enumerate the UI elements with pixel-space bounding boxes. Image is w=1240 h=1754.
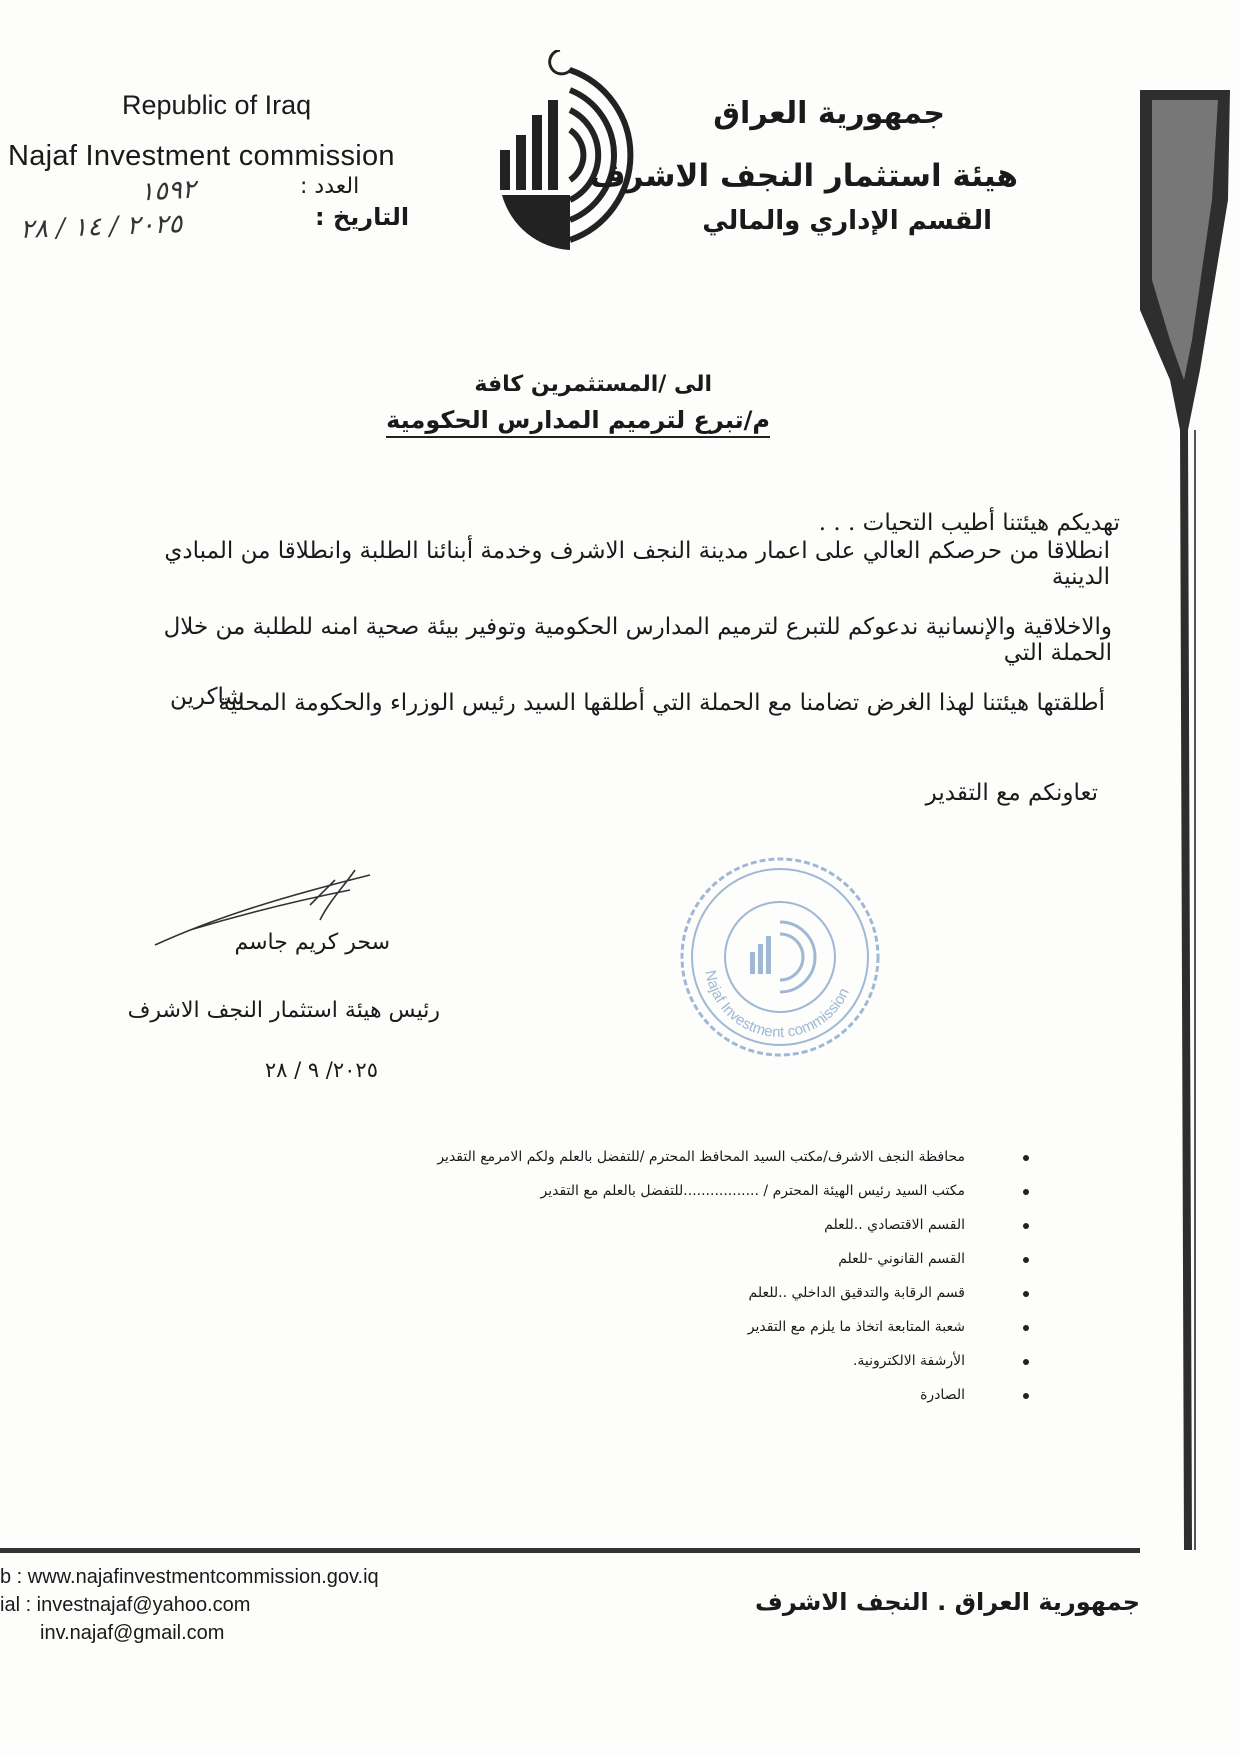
- letter-body-line: والاخلاقية والإنسانية ندعوكم للتبرع لترميم المدارس الحكومية وتوفير بيئة صحية امنه للطلبة من خلال الحملة التي: [163, 614, 1112, 666]
- cc-item: محافظة النجف الاشرف/مكتب السيد المحافظ المحترم /للتفضل بالعلم ولكم الامرمع التقدير: [437, 1140, 965, 1174]
- page-border-decoration: [1100, 80, 1240, 1560]
- subject-line: م/تبرع لترميم المدارس الحكومية: [386, 406, 770, 438]
- cc-item: القسم القانوني -للعلم: [437, 1242, 965, 1276]
- cc-distribution-list: [437, 1140, 965, 1412]
- footer-website: b : www.najafinvestmentcommission.gov.iq: [0, 1566, 379, 1588]
- header-department-ar: القسم الإداري والمالي: [702, 206, 992, 236]
- date-label: التاريخ :: [315, 203, 410, 231]
- cc-item: مكتب السيد رئيس الهيئة المحترم / .................للتفضل بالعلم مع التقدير: [437, 1174, 965, 1208]
- signatory-title: رئيس هيئة استثمار النجف الاشرف: [127, 998, 440, 1023]
- letter-body-line-end: شاكرين: [170, 684, 244, 710]
- letter-body-line: أطلقتها هيئتنا لهذا الغرض تضامنا مع الحملة التي أطلقها السيد رئيس الوزراء والحكومة المحلية: [218, 690, 1105, 716]
- footer-address: جمهورية العراق . النجف الاشرف: [754, 1588, 1140, 1616]
- letter-body-line: انطلاقا من حرصكم العالي على اعمار مدينة النجف الاشرف وخدمة أبنائنا الطلبة وانطلاقا من المبادي الدينية: [164, 538, 1110, 590]
- footer-email-2: inv.najaf@gmail.com: [40, 1622, 225, 1644]
- header-org-en: Najaf Investment commission: [8, 140, 395, 172]
- signatory-name: سحر كريم جاسم: [234, 930, 390, 955]
- cc-item: قسم الرقابة والتدقيق الداخلي ..للعلم: [437, 1276, 965, 1310]
- ref-number-handwritten: ١٥٩٢: [139, 174, 197, 208]
- letter-greeting: تهديكم هيئتنا أطيب التحيات . . .: [818, 510, 1120, 536]
- letter-closing: تعاونكم مع التقدير: [925, 780, 1098, 806]
- cc-item: الأرشفة الالكترونية.: [437, 1344, 965, 1378]
- header-org-ar: هيئة استثمار النجف الاشرف: [589, 158, 1018, 194]
- signature-date: ٢٠٢٥/ ٩ / ٢٨: [264, 1058, 378, 1082]
- date-handwritten: ٢٠٢٥ / ١٤ / ٢٨: [19, 209, 183, 245]
- footer-email-1: ial : investnajaf@yahoo.com: [0, 1594, 251, 1616]
- recipient-line: الى /المستثمرين كافة: [474, 372, 712, 397]
- commission-logo: [490, 50, 650, 250]
- stamp-text: Najaf Investment commission: [701, 968, 853, 1042]
- cc-item: شعبة المتابعة اتخاذ ما يلزم مع التقدير: [437, 1310, 965, 1344]
- header-country-ar: جمهورية العراق: [713, 96, 945, 131]
- header-country-en: Republic of Iraq: [122, 90, 312, 120]
- footer-divider: [0, 1548, 1140, 1553]
- official-stamp: [670, 852, 890, 1062]
- cc-item: الصادرة: [437, 1378, 965, 1412]
- cc-item: القسم الاقتصادي ..للعلم: [437, 1208, 965, 1242]
- ref-number-label: العدد :: [300, 174, 360, 199]
